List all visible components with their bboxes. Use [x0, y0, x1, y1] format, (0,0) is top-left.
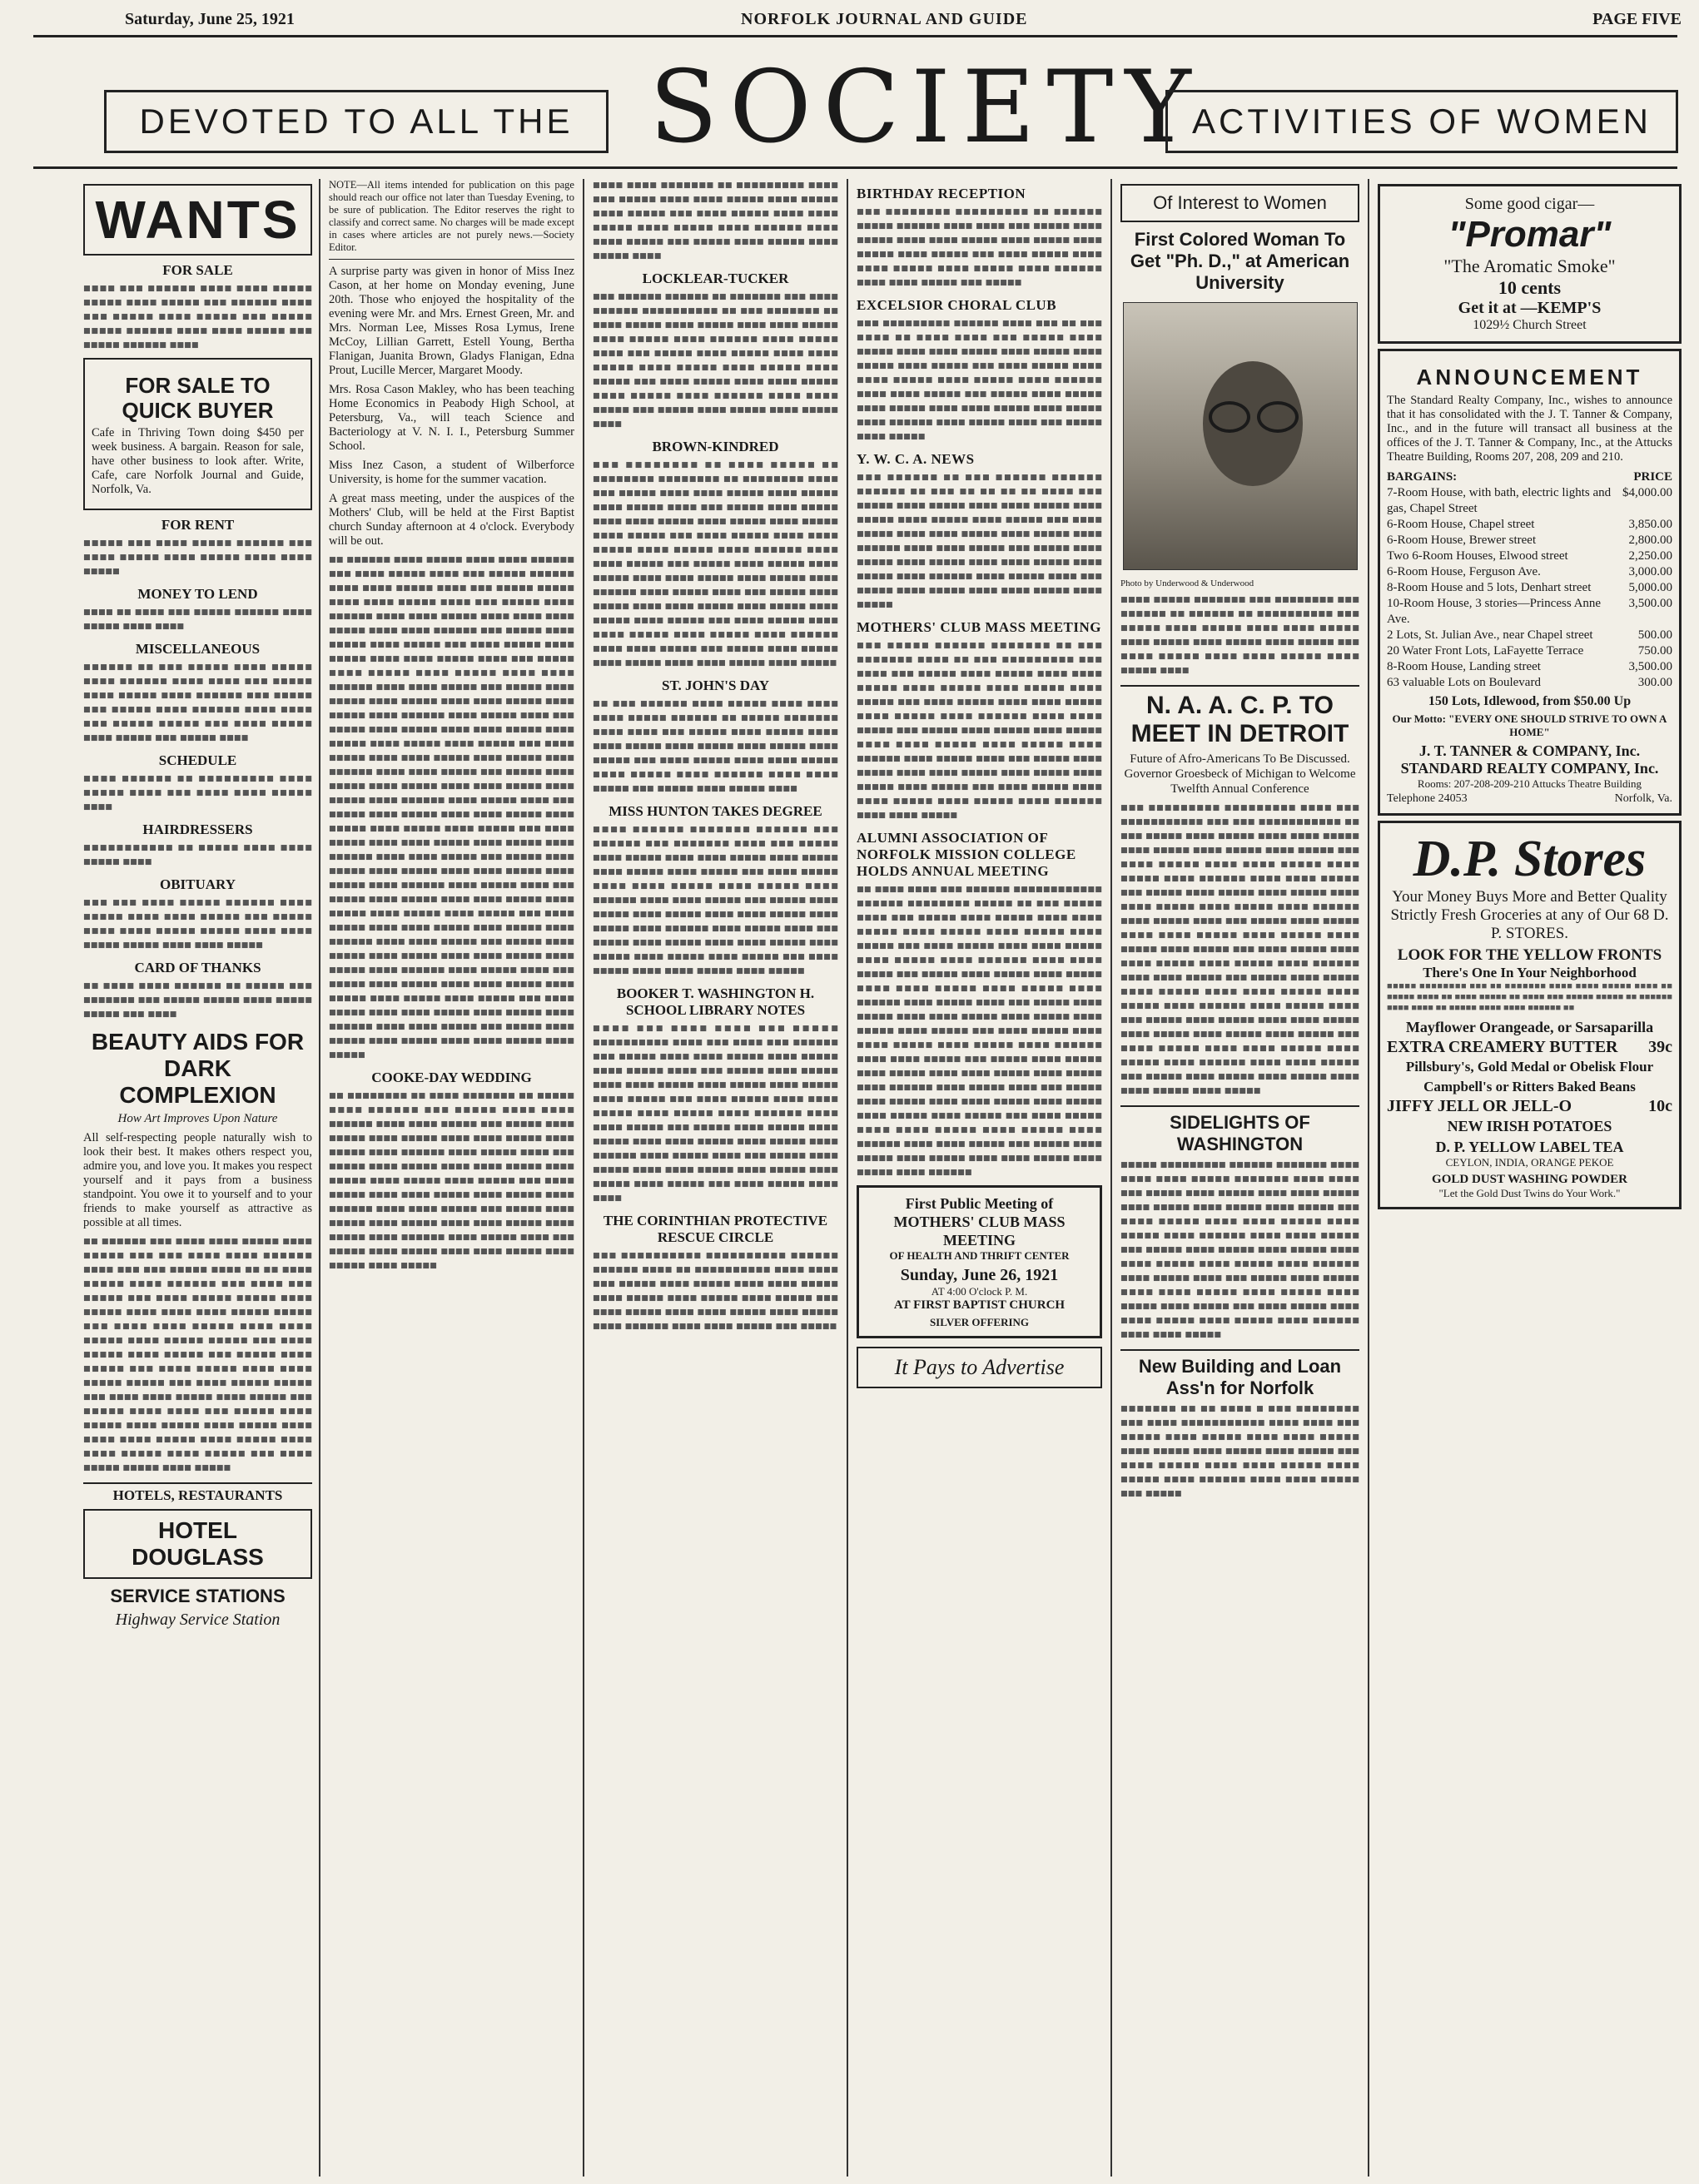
mass-meeting-date: Sunday, June 26, 1921	[900, 1266, 1059, 1284]
right-banner: ACTIVITIES OF WOMEN	[1165, 90, 1678, 153]
house-price: 3,850.00	[1628, 518, 1672, 531]
cigar-address: 1029½ Church Street	[1473, 318, 1587, 332]
phd-headline: First Colored Woman To Get "Ph. D.," at American University	[1130, 229, 1350, 293]
mass-meeting-title: First Public Meeting of MOTHERS' CLUB MASS MEETING	[893, 1195, 1066, 1248]
st-johns-heading: ST. JOHN'S DAY	[662, 678, 769, 693]
house-price: 500.00	[1637, 628, 1672, 642]
sidelights-headline: SIDELIGHTS OF WASHINGTON	[1120, 1105, 1359, 1155]
house-description: 2 Lots, St. Julian Ave., near Chapel street	[1387, 628, 1593, 642]
dp-near: There's One In Your Neighborhood	[1423, 965, 1637, 980]
house-price: 3,500.00	[1628, 597, 1672, 610]
company-rooms: Rooms: 207-208-209-210 Attucks Theatre Building	[1417, 777, 1642, 790]
hunton-heading: MISS HUNTON TAKES DEGREE	[609, 803, 822, 819]
house-description: 6-Room House, Brewer street	[1387, 534, 1537, 547]
article-body: ■■■ ■■■■■■ ■■■■■■ ■■ ■■■■■■■ ■■■ ■■■■ ■■■■■■ ■■■■■■■■■■ ■■ ■■■ ■■■■■■■ ■■ ■■■■ ■■■■■ ■■■■ ■■■■■ ■■■■ ■■■■ ■■■■■ ■■■■ ■■■■■ ■■■■ ■■■■■■ ■■■■ ■■■■■ ■■■■ ■■■ ■■■■■ ■■■■ ■■■■■ ■■■■ ■■■■ ■■■■■ ■■■■ ■■■■■ ■■■■ ■■■■■ ■■■■ ■■■■■ ■■■ ■■■■ ■■■■■ ■■■■ ■■■■ ■■■■■ ■■■■ ■■■■■ ■■■■ ■■■■■■ ■■■■ ■■■■ ■■■■■ ■■■ ■■■■■ ■■■■ ■■■■■ ■■■■ ■■■■■ ■■■■	[593, 290, 838, 431]
house-price: 750.00	[1637, 644, 1672, 658]
house-listing	[1387, 485, 1672, 517]
classified-block: ■■■■ ■■ ■■■■ ■■■ ■■■■■ ■■■■■■ ■■■■ ■■■■■ ■■■■ ■■■■	[83, 606, 312, 633]
mothers-club-heading: MOTHERS' CLUB MASS MEETING	[857, 619, 1102, 635]
ywca-heading: Y. W. C. A. NEWS	[857, 451, 975, 467]
quick-buyer-heading: FOR SALE TO QUICK BUYER	[122, 373, 274, 423]
gold-dust-slogan: "Let the Gold Dust Twins do Your Work."	[1438, 1187, 1621, 1199]
column-rule	[583, 179, 584, 2177]
house-listing	[1387, 533, 1672, 548]
hotels-heading: HOTELS, RESTAURANTS	[83, 1482, 312, 1504]
house-price: 2,250.00	[1628, 549, 1672, 563]
society-column-2	[329, 179, 574, 2177]
locklear-tucker-heading: LOCKLEAR-TUCKER	[642, 271, 789, 286]
society-column-3	[593, 179, 838, 2177]
classified-block: ■■■■ ■■■■■■ ■■ ■■■■■■■■■ ■■■■ ■■■■■ ■■■■ ■■■ ■■■■ ■■■■ ■■■■■ ■■■■	[83, 772, 312, 814]
quick-buyer-ad	[83, 358, 312, 510]
bargains-header	[1387, 469, 1672, 485]
obituary-heading: OBITUARY	[159, 876, 236, 892]
mass-meeting-text: A great mass meeting, under the auspices of the Mothers' Club, will be held at the First Baptist church Sunday afternoon at 4 o'clock. Everybody will be out.	[329, 492, 574, 548]
mayflower-item: Mayflower Orangeade, or Sarsaparilla	[1405, 1019, 1654, 1035]
brown-kindred-heading: BROWN-KINDRED	[652, 439, 779, 454]
society-column-4	[857, 179, 1102, 2177]
house-description: 20 Water Front Lots, LaFayette Terrace	[1387, 644, 1584, 658]
company-city: Norfolk, Va.	[1614, 792, 1672, 805]
gold-dust-item: GOLD DUST WASHING POWDER	[1432, 1173, 1627, 1186]
house-price: 3,000.00	[1628, 565, 1672, 578]
glasses-icon	[1257, 401, 1299, 433]
glasses-icon	[1209, 401, 1250, 433]
top-line	[125, 5, 1682, 32]
house-listing	[1387, 643, 1672, 659]
house-description: 6-Room House, Chapel street	[1387, 518, 1535, 531]
photo-credit: Photo by Underwood & Underwood	[1120, 578, 1254, 588]
hairdressers-heading: HAIRDRESSERS	[142, 821, 253, 837]
dp-slogan: Your Money Buys More and Better Quality Strictly Fresh Groceries at any of Our 68 D. P. STORES.	[1390, 888, 1669, 942]
article-body: ■■■ ■■■■■■■■■ ■■■■■■■■■ ■■■■ ■■■ ■■■■■■■■■■■ ■■■ ■■■ ■■■■■■■■■■■ ■■ ■■■ ■■■■■ ■■■■ ■■■■■ ■■■■ ■■■■ ■■■■■ ■■■■ ■■■■■ ■■■■ ■■■■■ ■■■■ ■■■■■ ■■■ ■■■■ ■■■■■ ■■■■ ■■■■ ■■■■■ ■■■■ ■■■■■ ■■■■ ■■■■■■ ■■■■ ■■■■ ■■■■■ ■■■ ■■■■■ ■■■■ ■■■■■ ■■■■ ■■■■■ ■■■■ ■■■■ ■■■■■ ■■■■ ■■■■■ ■■■■ ■■■■■■ ■■■■ ■■■■■ ■■■■ ■■■ ■■■■■ ■■■■ ■■■■■ ■■■■ ■■■■ ■■■■■ ■■■■ ■■■■■ ■■■■ ■■■■■ ■■■■ ■■■■■ ■■■ ■■■■ ■■■■■ ■■■■ ■■■■ ■■■■■ ■■■■ ■■■■■ ■■■■ ■■■■■■ ■■■■ ■■■■ ■■■■■ ■■■ ■■■■■ ■■■■ ■■■■■ ■■■■ ■■■■■ ■■■■ ■■■■ ■■■■■ ■■■■ ■■■■■ ■■■■ ■■■■■■ ■■■■ ■■■■■ ■■■■ ■■■ ■■■■■ ■■■■ ■■■■■ ■■■■ ■■■■ ■■■■■ ■■■■ ■■■■■ ■■■■ ■■■■■ ■■■■ ■■■■■ ■■■ ■■■■ ■■■■■ ■■■■ ■■■■ ■■■■■ ■■■■ ■■■■■ ■■■■ ■■■■■■ ■■■■ ■■■■ ■■■■■ ■■■ ■■■■■ ■■■■ ■■■■■ ■■■■ ■■■■■ ■■■■ ■■■■ ■■■■■ ■■■■ ■■■■■	[1120, 802, 1359, 1098]
article-body: ■■■ ■■■■■■■■ ■■ ■■■■ ■■■■■ ■■ ■■■■■■■■ ■■■■■■■■ ■■ ■■■■■■■■ ■■■■ ■■■ ■■■■■ ■■■■ ■■■■ ■■■■■ ■■■■ ■■■■■ ■■■■ ■■■■■ ■■■■ ■■■ ■■■■■ ■■■■ ■■■■■ ■■■■ ■■■■ ■■■■■ ■■■■ ■■■■■ ■■■■ ■■■■■ ■■■■ ■■■■■ ■■■ ■■■■ ■■■■■ ■■■■ ■■■■ ■■■■■ ■■■■ ■■■■■ ■■■■ ■■■■■■ ■■■■ ■■■■ ■■■■■ ■■■ ■■■■■ ■■■■ ■■■■■ ■■■■ ■■■■■ ■■■■ ■■■■ ■■■■■ ■■■■ ■■■■■ ■■■■ ■■■■■■ ■■■■ ■■■■■ ■■■■ ■■■ ■■■■■ ■■■■ ■■■■■ ■■■■ ■■■■ ■■■■■ ■■■■ ■■■■■ ■■■■ ■■■■■ ■■■■ ■■■■■ ■■■ ■■■■ ■■■■■ ■■■■ ■■■■ ■■■■■ ■■■■ ■■■■■ ■■■■ ■■■■■■ ■■■■ ■■■■ ■■■■■ ■■■ ■■■■■ ■■■■ ■■■■■ ■■■■ ■■■■■ ■■■■ ■■■■ ■■■■■ ■■■■ ■■■■■	[593, 459, 838, 670]
cooke-day-heading: COOKE-DAY WEDDING	[371, 1070, 532, 1085]
page-number: PAGE FIVE	[1592, 10, 1682, 28]
house-price: 300.00	[1637, 676, 1672, 689]
service-stations-heading: SERVICE STATIONS	[110, 1586, 286, 1606]
announcement-text: The Standard Realty Company, Inc., wishes to announce that it has consolidated with the J. T. Tanner & Company, Inc., and in the future will transact all business at the offices of the J. T. Tanner & Company, Inc., at the Attucks Theatre Building, Rooms 207, 208, 209 and 210.	[1387, 394, 1672, 464]
wants-column	[83, 179, 312, 2177]
masthead-rule	[33, 166, 1677, 169]
announcement-heading: ANNOUNCEMENT	[1416, 365, 1643, 390]
library-notes-heading: BOOKER T. WASHINGTON H. SCHOOL LIBRARY NOTES	[616, 985, 815, 1018]
building-loan-headline: New Building and Loan Ass'n for Norfolk	[1120, 1349, 1359, 1399]
article-body: ■■ ■■■■ ■■■■ ■■■ ■■■■■■ ■■■■■■■■■■■■ ■■■■■■ ■■■■■■■■ ■■■■■ ■■ ■■■ ■■■■■ ■■■■ ■■■ ■■■■■ ■■■■ ■■■■■ ■■■■ ■■■■ ■■■■■ ■■■■ ■■■■■ ■■■■ ■■■■■ ■■■■ ■■■■■ ■■■ ■■■■ ■■■■■ ■■■■ ■■■■ ■■■■■ ■■■■ ■■■■■ ■■■■ ■■■■■■ ■■■■ ■■■■ ■■■■■ ■■■ ■■■■■ ■■■■ ■■■■■ ■■■■ ■■■■■ ■■■■ ■■■■ ■■■■■ ■■■■ ■■■■■ ■■■■ ■■■■■■ ■■■■ ■■■■■ ■■■■ ■■■ ■■■■■ ■■■■ ■■■■■ ■■■■ ■■■■ ■■■■■ ■■■■ ■■■■■ ■■■■ ■■■■■ ■■■■ ■■■■■ ■■■ ■■■■ ■■■■■ ■■■■ ■■■■ ■■■■■ ■■■■ ■■■■■ ■■■■ ■■■■■■ ■■■■ ■■■■ ■■■■■ ■■■ ■■■■■ ■■■■ ■■■■■ ■■■■ ■■■■■ ■■■■ ■■■■ ■■■■■ ■■■■ ■■■■■ ■■■■ ■■■■■■ ■■■■ ■■■■■ ■■■■ ■■■ ■■■■■ ■■■■ ■■■■■ ■■■■ ■■■■ ■■■■■ ■■■■ ■■■■■ ■■■■ ■■■■■ ■■■■ ■■■■■ ■■■ ■■■■ ■■■■■ ■■■■ ■■■■ ■■■■■ ■■■■ ■■■■■ ■■■■ ■■■■■■ ■■■■ ■■■■ ■■■■■ ■■■ ■■■■■ ■■■■ ■■■■■ ■■■■ ■■■■■ ■■■■ ■■■■ ■■■■■ ■■■■ ■■■■■ ■■■■ ■■■■■■	[857, 883, 1102, 1179]
article-body: ■■ ■■■■■■ ■■■ ■■■■ ■■■■ ■■■■■ ■■■■ ■■■■■ ■■■ ■■■ ■■■■ ■■■■ ■■■■■■ ■■■■ ■■■ ■■■ ■■■■■ ■■■■ ■■ ■■ ■■■■ ■■■■■ ■■■■ ■■■■■■ ■■■ ■■■■ ■■■ ■■■■■ ■■■ ■■■■ ■■■■■ ■■■■■ ■■■■ ■■■■■ ■■■■ ■■■■ ■■■■ ■■■■■ ■■■■■ ■■■ ■■■■ ■■■■ ■■■■■ ■■■■ ■■■■ ■■■■■ ■■■■ ■■■■■ ■■■■■ ■■■ ■■■■ ■■■■■ ■■■■ ■■■■■ ■■■ ■■■■■ ■■■■ ■■■■■ ■■■ ■■■■ ■■■■■ ■■■■ ■■■■ ■■■■■ ■■■■■ ■■■ ■■■■ ■■■■■ ■■■■■ ■■■ ■■■■ ■■■■ ■■■■■ ■■■■ ■■■■■ ■■■ ■■■■■ ■■■■ ■■■■ ■■■ ■■■■■ ■■■■ ■■■■■ ■■■■ ■■■■■ ■■■■ ■■■■■ ■■■■ ■■■■ ■■■■ ■■■■■ ■■■■ ■■■■■ ■■■■ ■■■■ ■■■■■ ■■■■ ■■■■■ ■■■ ■■■■ ■■■■■ ■■■■■ ■■■■ ■■■■■	[83, 1235, 312, 1475]
houses-list	[1387, 485, 1672, 691]
article-body: ■■■■ ■■■■■ ■■■■■■■ ■■■ ■■■■■■■■ ■■■ ■■■■■■ ■■ ■■■■■■ ■■ ■■■■■■■■■■ ■■■ ■■■■■ ■■■■ ■■■■■ ■■■■ ■■■■ ■■■■■ ■■■■ ■■■■■ ■■■■ ■■■■■ ■■■■ ■■■■■ ■■■ ■■■■ ■■■■■ ■■■■ ■■■■ ■■■■■ ■■■■ ■■■■■ ■■■■	[1120, 593, 1359, 678]
article-body: ■■ ■■■■■■■■ ■■ ■■■■ ■■■■■■■ ■■ ■■■■■ ■■■■ ■■■■■■ ■■■ ■■■■■ ■■■■ ■■■■ ■■■■■■ ■■■■ ■■■■ ■■■■■ ■■■ ■■■■■ ■■■■ ■■■■■ ■■■■ ■■■■■ ■■■■ ■■■■ ■■■■■ ■■■■ ■■■■■ ■■■■ ■■■■■■ ■■■■ ■■■■■ ■■■■ ■■■ ■■■■■ ■■■■ ■■■■■ ■■■■ ■■■■ ■■■■■ ■■■■ ■■■■■ ■■■■ ■■■■■ ■■■■ ■■■■■ ■■■ ■■■■ ■■■■■ ■■■■ ■■■■ ■■■■■ ■■■■ ■■■■■ ■■■■ ■■■■■■ ■■■■ ■■■■ ■■■■■ ■■■ ■■■■■ ■■■■ ■■■■■ ■■■■ ■■■■■ ■■■■ ■■■■ ■■■■■ ■■■■ ■■■■■ ■■■■ ■■■■■■ ■■■■ ■■■■■ ■■■■ ■■■ ■■■■■ ■■■■ ■■■■■ ■■■■ ■■■■ ■■■■■ ■■■■ ■■■■■ ■■■■ ■■■■■	[329, 1090, 574, 1273]
article-body: ■■■■ ■■■ ■■■■ ■■■■ ■■■ ■■■■■ ■■■■■■■■■■ ■■■■ ■■■ ■■■■ ■■■ ■■■■■■ ■■■ ■■■■■ ■■■■ ■■■■ ■■■■■ ■■■■ ■■■■■ ■■■■ ■■■■■ ■■■■ ■■■ ■■■■■ ■■■■ ■■■■■ ■■■■ ■■■■ ■■■■■ ■■■■ ■■■■■ ■■■■ ■■■■■ ■■■■ ■■■■■ ■■■ ■■■■ ■■■■■ ■■■■ ■■■■ ■■■■■ ■■■■ ■■■■■ ■■■■ ■■■■■■ ■■■■ ■■■■ ■■■■■ ■■■ ■■■■■ ■■■■ ■■■■■ ■■■■ ■■■■■ ■■■■ ■■■■ ■■■■■ ■■■■ ■■■■■ ■■■■ ■■■■■■ ■■■■ ■■■■■ ■■■■ ■■■ ■■■■■ ■■■■ ■■■■■ ■■■■ ■■■■ ■■■■■ ■■■■ ■■■■■ ■■■■ ■■■■■ ■■■■ ■■■■■ ■■■ ■■■■ ■■■■■ ■■■■ ■■■■	[593, 1022, 838, 1205]
house-listing	[1387, 596, 1672, 628]
house-description: 8-Room House and 5 lots, Denhart street	[1387, 581, 1592, 594]
butter-price: 39c	[1648, 1038, 1672, 1056]
house-listing	[1387, 628, 1672, 643]
mass-meeting-place: AT FIRST BAPTIST CHURCH	[893, 1298, 1066, 1312]
butter-row	[1387, 1040, 1672, 1055]
classified-block: ■■■■■ ■■■ ■■■■ ■■■■■ ■■■■■■ ■■■ ■■■■ ■■■■■ ■■■■ ■■■■■ ■■■■ ■■■■ ■■■■■	[83, 537, 312, 578]
paper-name: NORFOLK JOURNAL AND GUIDE	[741, 10, 1028, 28]
cigar-top: Some good cigar—	[1464, 195, 1595, 213]
alumni-heading: ALUMNI ASSOCIATION OF NORFOLK MISSION COLLEGE HOLDS ANNUAL MEETING	[857, 830, 1076, 879]
price-list: ■■■■■ ■■■■■■■■ ■■■ ■■ ■■■■■■■ ■■■■ ■■■■ ■■■■■ ■■■■ ■■ ■■■■■ ■■■■ ■■ ■■■■ ■■■■■ ■■ ■■■■ ■■■ ■■■■■ ■■■■■ ■■ ■■■■■■ ■■■■ ■■■■ ■■ ■■■■■ ■■■■ ■■■■ ■■■■■■ ■■	[1387, 981, 1672, 1013]
beauty-heading: BEAUTY AIDS FOR DARK COMPLEXION	[91, 1029, 305, 1108]
column-rule	[1368, 179, 1369, 2177]
house-price: 3,500.00	[1628, 660, 1672, 673]
article-body: ■■■ ■■■■■■■■■■ ■■■■■■■■■■ ■■■■■■ ■■■■■■ ■■■■ ■■ ■■■■■■■■■■ ■■■■ ■■■■ ■■■ ■■■■■ ■■■■ ■■■■■ ■■■■ ■■■■ ■■■■■ ■■■■ ■■■■■ ■■■■ ■■■■■ ■■■■ ■■■■■ ■■■ ■■■■ ■■■■■ ■■■■ ■■■■ ■■■■■ ■■■■ ■■■■■ ■■■■ ■■■■■■ ■■■■ ■■■■ ■■■■■ ■■■ ■■■■■	[593, 1249, 838, 1333]
cigar-name: "Promar"	[1448, 214, 1612, 255]
schedule-heading: SCHEDULE	[158, 752, 237, 768]
cigar-ad	[1378, 184, 1682, 344]
column-rule	[1110, 179, 1112, 2177]
classified-block: ■■■■■■■■■■■ ■■ ■■■■■ ■■■■ ■■■■ ■■■■■ ■■■■	[83, 841, 312, 869]
society-column-5	[1120, 179, 1359, 2177]
house-listing	[1387, 548, 1672, 564]
company-1: J. T. TANNER & COMPANY, Inc.	[1418, 742, 1641, 759]
bargains-label: BARGAINS:	[1387, 470, 1458, 484]
potatoes-item: NEW IRISH POTATOES	[1447, 1118, 1612, 1134]
beauty-text: All self-respecting people naturally wish to look their best. It makes others respect you, admire you, and love you. It makes you respect yourself and it pays from a business standpoint. You owe it to yourself and to your friends to make yourself as attractive as possible at all times.	[83, 1131, 312, 1229]
wants-title: WANTS	[83, 184, 312, 256]
classified-block: ■■■■■■ ■■ ■■■ ■■■■■ ■■■■ ■■■■■ ■■■■ ■■■■■■ ■■■■ ■■■■ ■■■ ■■■■■ ■■■■ ■■■■■ ■■■■ ■■■■■■ ■■■ ■■■■■ ■■■ ■■■■■ ■■■■ ■■■■■■ ■■■■ ■■■■ ■■■ ■■■■■ ■■■■■ ■■■ ■■■■ ■■■■■ ■■■■ ■■■■■ ■■■ ■■■■■ ■■■■	[83, 661, 312, 745]
house-listing	[1387, 517, 1672, 533]
page-title: SOCIETY	[649, 50, 1203, 166]
classified-block: ■■■■ ■■■ ■■■■■■ ■■■■ ■■■■ ■■■■■ ■■■■■ ■■■■ ■■■■■ ■■■ ■■■■■■ ■■■■ ■■■ ■■■■■ ■■■■ ■■■■■ ■■■ ■■■■■ ■■■■■ ■■■■■■ ■■■■ ■■■■ ■■■■■ ■■■ ■■■■■ ■■■■■■ ■■■■	[83, 282, 312, 352]
company-2: STANDARD REALTY COMPANY, Inc.	[1400, 760, 1659, 777]
cigar-where: Get it at —KEMP'S	[1458, 299, 1602, 317]
for-sale-heading: FOR SALE	[162, 262, 233, 278]
company-contact	[1387, 791, 1672, 807]
for-rent-heading: FOR RENT	[161, 517, 235, 533]
classified-block: ■■■ ■■■ ■■■■ ■■■■■ ■■■■■■ ■■■■ ■■■■■ ■■■■ ■■■■ ■■■■■ ■■■ ■■■■■ ■■■■ ■■■■ ■■■■■ ■■■■■ ■■■■ ■■■■ ■■■■■ ■■■■■ ■■■■ ■■■■ ■■■■■	[83, 896, 312, 952]
house-description: 63 valuable Lots on Boulevard	[1387, 676, 1541, 689]
article-body: ■■■ ■■■■■■ ■■ ■■■ ■■■■■■ ■■■■■■ ■■■■■■ ■■ ■■■ ■■ ■■ ■■ ■■ ■■■■ ■■■ ■■■■■ ■■■■ ■■■■■ ■■■■ ■■■■ ■■■■■ ■■■■ ■■■■■ ■■■■ ■■■■■ ■■■■ ■■■■■ ■■■ ■■■■ ■■■■■ ■■■■ ■■■■ ■■■■■ ■■■■ ■■■■■ ■■■■ ■■■■■■ ■■■■ ■■■■ ■■■■■ ■■■ ■■■■■ ■■■■ ■■■■■ ■■■■ ■■■■■ ■■■■ ■■■■ ■■■■■ ■■■■ ■■■■■ ■■■■ ■■■■■■ ■■■■ ■■■■■ ■■■■ ■■■ ■■■■■ ■■■■ ■■■■■ ■■■■ ■■■■ ■■■■■ ■■■■ ■■■■■	[857, 471, 1102, 612]
company-phone: Telephone 24053	[1387, 792, 1468, 805]
article-body: ■■■■ ■■■■■■ ■■■■■■■ ■■■■■■ ■■■ ■■■■■■ ■■■ ■■■■■■■ ■■■■ ■■■ ■■■■■ ■■■■ ■■■■■ ■■■■ ■■■■ ■■■■■ ■■■■ ■■■■■ ■■■■ ■■■■■ ■■■■ ■■■■■ ■■■ ■■■■ ■■■■■ ■■■■ ■■■■ ■■■■■ ■■■■ ■■■■■ ■■■■ ■■■■■■ ■■■■ ■■■■ ■■■■■ ■■■ ■■■■■ ■■■■ ■■■■■ ■■■■ ■■■■■ ■■■■ ■■■■ ■■■■■ ■■■■ ■■■■■ ■■■■ ■■■■■■ ■■■■ ■■■■■ ■■■■ ■■■ ■■■■■ ■■■■ ■■■■■ ■■■■ ■■■■ ■■■■■ ■■■■ ■■■■■ ■■■■ ■■■■■ ■■■■ ■■■■■ ■■■ ■■■■ ■■■■■ ■■■■ ■■■■ ■■■■■ ■■■■ ■■■■■	[593, 823, 838, 978]
article-body: ■■■■■■■ ■■ ■■ ■■■■ ■ ■■■ ■■■■■■■■ ■■■ ■■■■ ■■■■■■■■■■■ ■■■■ ■■■■ ■■■ ■■■■■ ■■■■ ■■■■■ ■■■■ ■■■■ ■■■■■ ■■■■ ■■■■■ ■■■■ ■■■■■ ■■■■ ■■■■■ ■■■ ■■■■ ■■■■■ ■■■■ ■■■■ ■■■■■ ■■■■ ■■■■■ ■■■■ ■■■■■■ ■■■■ ■■■■ ■■■■■ ■■■ ■■■■■	[1120, 1402, 1359, 1501]
interest-to-women-banner: Of Interest to Women	[1120, 184, 1359, 222]
motto: Our Motto: "EVERY ONE SHOULD STRIVE TO OWN A HOME"	[1392, 712, 1667, 738]
mass-meeting-sub: OF HEALTH AND THRIFT CENTER	[889, 1249, 1070, 1262]
mass-meeting-offering: SILVER OFFERING	[929, 1316, 1030, 1328]
house-description: 6-Room House, Ferguson Ave.	[1387, 565, 1541, 578]
article-body: ■■■■■ ■■■■■■■■■ ■■■■■■ ■■■■■■■ ■■■■ ■■■■ ■■■■ ■■■■■ ■■■■■■■ ■■■■ ■■■■ ■■■ ■■■■■ ■■■■ ■■■■■ ■■■■ ■■■■ ■■■■■ ■■■■ ■■■■■ ■■■■ ■■■■■ ■■■■ ■■■■■ ■■■ ■■■■ ■■■■■ ■■■■ ■■■■ ■■■■■ ■■■■ ■■■■■ ■■■■ ■■■■■■ ■■■■ ■■■■ ■■■■■ ■■■ ■■■■■ ■■■■ ■■■■■ ■■■■ ■■■■■ ■■■■ ■■■■ ■■■■■ ■■■■ ■■■■■ ■■■■ ■■■■■■ ■■■■ ■■■■■ ■■■■ ■■■ ■■■■■ ■■■■ ■■■■■ ■■■■ ■■■■ ■■■■■ ■■■■ ■■■■■ ■■■■ ■■■■■ ■■■■ ■■■■■ ■■■ ■■■■ ■■■■■ ■■■■ ■■■■ ■■■■■ ■■■■ ■■■■■ ■■■■ ■■■■■■ ■■■■ ■■■■ ■■■■■	[1120, 1159, 1359, 1342]
house-description: 10-Room House, 3 stories—Princess Anne Ave.	[1387, 597, 1602, 626]
house-description: 7-Room House, with bath, electric lights and gas, Chapel Street	[1387, 486, 1612, 515]
article-body: ■■■ ■■■■■ ■■■■■■ ■■■■■■■ ■■ ■■■ ■■■■■■■ ■■■■ ■■ ■■■ ■■■■■■■■■ ■■■ ■■■■ ■■■ ■■■■■ ■■■■ ■■■■■ ■■■■ ■■■■ ■■■■■ ■■■■ ■■■■■ ■■■■ ■■■■■ ■■■■ ■■■■■ ■■■ ■■■■ ■■■■■ ■■■■ ■■■■ ■■■■■ ■■■■ ■■■■■ ■■■■ ■■■■■■ ■■■■ ■■■■ ■■■■■ ■■■ ■■■■■ ■■■■ ■■■■■ ■■■■ ■■■■■ ■■■■ ■■■■ ■■■■■ ■■■■ ■■■■■ ■■■■ ■■■■■■ ■■■■ ■■■■■ ■■■■ ■■■ ■■■■■ ■■■■ ■■■■■ ■■■■ ■■■■ ■■■■■ ■■■■ ■■■■■ ■■■■ ■■■■■ ■■■■ ■■■■■ ■■■ ■■■■ ■■■■■ ■■■■ ■■■■ ■■■■■ ■■■■ ■■■■■ ■■■■ ■■■■■■ ■■■■ ■■■■ ■■■■■	[857, 639, 1102, 822]
house-description: Two 6-Room Houses, Elwood street	[1387, 549, 1568, 563]
jell-row	[1387, 1099, 1672, 1114]
portrait-photo	[1123, 302, 1358, 570]
birthday-heading: BIRTHDAY RECEPTION	[857, 186, 1026, 201]
house-price: 5,000.00	[1628, 581, 1672, 594]
top-rule	[33, 35, 1677, 37]
makley-text: Mrs. Rosa Cason Makley, who has been teaching Home Economics in Peabody High School, at Petersburg, Va., will teach Science and Bacteriology at V. N. I. I., Petersburg Summer School.	[329, 383, 574, 453]
article-body: ■■■ ■■■■■■■■■ ■■■■■■ ■■■■ ■■■ ■■ ■■■ ■■■■ ■■ ■■■■ ■■■■ ■■■ ■■■■■ ■■■■ ■■■■■ ■■■■ ■■■■ ■■■■■ ■■■■ ■■■■■ ■■■■ ■■■■■ ■■■■ ■■■■■ ■■■ ■■■■ ■■■■■ ■■■■ ■■■■ ■■■■■ ■■■■ ■■■■■ ■■■■ ■■■■■■ ■■■■ ■■■■ ■■■■■ ■■■ ■■■■■ ■■■■ ■■■■■ ■■■■ ■■■■■ ■■■■ ■■■■ ■■■■■ ■■■■ ■■■■■ ■■■■ ■■■■■■ ■■■■ ■■■■■ ■■■■ ■■■ ■■■■■ ■■■■ ■■■■■	[857, 317, 1102, 444]
jell-price: 10c	[1648, 1097, 1672, 1115]
article-body: ■■■ ■■■■■■■■ ■■■■■■■■■ ■■ ■■■■■■ ■■■■■ ■■■■■■ ■■■■ ■■■■ ■■■ ■■■■■ ■■■■ ■■■■■ ■■■■ ■■■■ ■■■■■ ■■■■ ■■■■■ ■■■■ ■■■■■ ■■■■ ■■■■■ ■■■ ■■■■ ■■■■■ ■■■■ ■■■■ ■■■■■ ■■■■ ■■■■■ ■■■■ ■■■■■■ ■■■■ ■■■■ ■■■■■ ■■■ ■■■■■	[857, 206, 1102, 290]
hotel-douglass-ad: HOTEL DOUGLASS	[83, 1509, 312, 1579]
editor-note: NOTE—All items intended for publication on this page should reach our office not later than Tuesday Evening, to be sure of publication. The Editor reserves the right to classify and correct same. No charges will be made except in cases where articles are not purely news.—Society Editor.	[329, 179, 574, 260]
service-station-ad: Highway Service Station	[115, 1611, 281, 1629]
tea-item: D. P. YELLOW LABEL TEA	[1435, 1139, 1624, 1155]
cigar-price: 10 cents	[1498, 277, 1562, 298]
advertise-ad: It Pays to Advertise	[857, 1347, 1102, 1388]
article-body: ■■■■ ■■■■ ■■■■■■■ ■■ ■■■■■■■■■ ■■■■ ■■■ ■■■■■ ■■■■ ■■■■ ■■■■■ ■■■■ ■■■■■ ■■■■ ■■■■■ ■■■ ■■■■ ■■■■■ ■■■■ ■■■■ ■■■■■ ■■■■ ■■■■■ ■■■■ ■■■■■■ ■■■■ ■■■■ ■■■■■ ■■■ ■■■■■ ■■■■ ■■■■■ ■■■■ ■■■■■ ■■■■	[593, 179, 838, 263]
house-listing	[1387, 564, 1672, 580]
beans-item: Campbell's or Ritters Baked Beans	[1423, 1079, 1636, 1094]
idlewood-lots: 150 Lots, Idlewood, from $50.00 Up	[1428, 694, 1632, 708]
flour-item: Pillsbury's, Gold Medal or Obelisk Flour	[1405, 1059, 1654, 1075]
house-listing	[1387, 659, 1672, 675]
article-body: ■■ ■■■ ■■■■■■ ■■■■ ■■■■■ ■■■■ ■■■■ ■■■■ ■■■■■ ■■■■■■ ■■ ■■■■■ ■■■■■■■ ■■■■ ■■■■ ■■■ ■■■■■ ■■■■ ■■■■■ ■■■■ ■■■■ ■■■■■ ■■■■ ■■■■■ ■■■■ ■■■■■ ■■■■ ■■■■■ ■■■ ■■■■ ■■■■■ ■■■■ ■■■■ ■■■■■ ■■■■ ■■■■■ ■■■■ ■■■■■■ ■■■■ ■■■■ ■■■■■ ■■■ ■■■■■ ■■■■ ■■■■■ ■■■■	[593, 697, 838, 796]
house-listing	[1387, 675, 1672, 691]
price-label: PRICE	[1633, 470, 1672, 484]
issue-date: Saturday, June 25, 1921	[125, 10, 295, 28]
dp-stores-title: D.P. Stores	[1413, 831, 1647, 887]
article-body: ■■ ■■■■■■ ■■■■ ■■■■■ ■■■■ ■■■■ ■■■■■■ ■■■ ■■■■ ■■■■■ ■■■■ ■■■ ■■■■■ ■■■■■■ ■■■■ ■■■■ ■■■■■ ■■■■ ■■■ ■■■■■ ■■■■■ ■■■■ ■■■■ ■■■■■ ■■■■ ■■■ ■■■■■ ■■■■ ■■■■■■ ■■■■ ■■■■ ■■■■■ ■■■■ ■■■■ ■■■■ ■■■■■ ■■■■ ■■■■ ■■■■■■ ■■■ ■■■■■ ■■■■ ■■■■■ ■■■■ ■■■■■ ■■■ ■■■■ ■■■■■ ■■■■ ■■■■■ ■■■■ ■■■■ ■■■■■ ■■■■ ■■■ ■■■■■ ■■■■ ■■■■■ ■■■■ ■■■■■ ■■■■ ■■■■ ■■■■■■ ■■■■ ■■■■ ■■■■■ ■■■ ■■■■■ ■■■■ ■■■■■ ■■■■ ■■■■■ ■■■■ ■■■■ ■■■■■ ■■■■ ■■■■■ ■■■■ ■■■■■■ ■■■■ ■■■■■ ■■■■ ■■■ ■■■■■ ■■■■ ■■■■■ ■■■■ ■■■■ ■■■■■ ■■■■ ■■■■■ ■■■■ ■■■■■ ■■■■ ■■■■■ ■■■ ■■■■ ■■■■■ ■■■■ ■■■■ ■■■■■ ■■■■ ■■■■■ ■■■■ ■■■■■■ ■■■■ ■■■■ ■■■■■ ■■■ ■■■■■ ■■■■ ■■■■■ ■■■■ ■■■■■ ■■■■ ■■■■ ■■■■■ ■■■■ ■■■■■ ■■■■ ■■■■■■ ■■■■ ■■■■■ ■■■■ ■■■ ■■■■■ ■■■■ ■■■■■ ■■■■ ■■■■ ■■■■■ ■■■■ ■■■■■ ■■■■ ■■■■■ ■■■■ ■■■■■ ■■■ ■■■■ ■■■■■ ■■■■ ■■■■ ■■■■■ ■■■■ ■■■■■ ■■■■ ■■■■■■ ■■■■ ■■■■ ■■■■■ ■■■ ■■■■■ ■■■■ ■■■■■ ■■■■ ■■■■■ ■■■■ ■■■■ ■■■■■ ■■■■ ■■■■■ ■■■■ ■■■■■■ ■■■■ ■■■■■ ■■■■ ■■■ ■■■■■ ■■■■ ■■■■■ ■■■■ ■■■■ ■■■■■ ■■■■ ■■■■■ ■■■■ ■■■■■ ■■■■ ■■■■■ ■■■ ■■■■ ■■■■■ ■■■■ ■■■■ ■■■■■ ■■■■ ■■■■■ ■■■■ ■■■■■■ ■■■■ ■■■■ ■■■■■ ■■■ ■■■■■ ■■■■ ■■■■■ ■■■■ ■■■■■ ■■■■ ■■■■ ■■■■■ ■■■■ ■■■■■ ■■■■ ■■■■■■ ■■■■ ■■■■■ ■■■■ ■■■ ■■■■■ ■■■■ ■■■■■ ■■■■ ■■■■ ■■■■■ ■■■■ ■■■■■ ■■■■ ■■■■■ ■■■■ ■■■■■ ■■■ ■■■■ ■■■■■ ■■■■ ■■■■ ■■■■■ ■■■■ ■■■■■ ■■■■ ■■■■■■ ■■■■ ■■■■ ■■■■■ ■■■ ■■■■■ ■■■■ ■■■■■ ■■■■ ■■■■■ ■■■■ ■■■■ ■■■■■ ■■■■ ■■■■■	[329, 553, 574, 1062]
mass-meeting-box	[857, 1185, 1102, 1338]
corinthian-heading: THE CORINTHIAN PROTECTIVE RESCUE CIRCLE	[603, 1213, 828, 1245]
house-price: 2,800.00	[1628, 534, 1672, 547]
announcement-ad	[1378, 349, 1682, 816]
naacp-subheadline: Future of Afro-Americans To Be Discussed. Governor Groesbeck of Michigan to Welcome Twelfth Annual Conference	[1124, 752, 1356, 796]
quick-buyer-text: Cafe in Thriving Town doing $450 per week business. A bargain. Reason for sale, have other business to look after. Write, Cafe, care Norfolk Journal and Guide, Norfolk, Va.	[92, 426, 304, 496]
surprise-party-text: A surprise party was given in honor of Miss Inez Cason, at her home on Monday evening, June 20th. Those who enjoyed the hospitality of the evening were Mr. and Mrs. Ernest Green, Mr. and Mrs. Norman Lee, Misses Rosa Lymus, Irene McCoy, Lillian Garrett, Estell Young, Bertha Flanigan, Juanita Brown, Gladys Flanigan, Edna Prout, Lucille Mercer, Margaret Moody.	[329, 265, 574, 377]
column-rule	[319, 179, 320, 2177]
money-heading: MONEY TO LEND	[137, 586, 258, 602]
tea-sub: CEYLON, INDIA, ORANGE PEKOE	[1445, 1156, 1614, 1169]
dp-look: LOOK FOR THE YELLOW FRONTS	[1397, 946, 1662, 964]
misc-heading: MISCELLANEOUS	[135, 641, 261, 657]
house-price: $4,000.00	[1622, 486, 1672, 499]
beauty-subheading: How Art Improves Upon Nature	[117, 1112, 278, 1125]
card-of-thanks-heading: CARD OF THANKS	[134, 960, 261, 975]
ads-column	[1378, 179, 1682, 2177]
excelsior-heading: EXCELSIOR CHORAL CLUB	[857, 297, 1057, 313]
dp-stores-ad	[1378, 821, 1682, 1209]
jell-item: JIFFY JELL OR JELL-O	[1387, 1097, 1572, 1115]
butter-item: EXTRA CREAMERY BUTTER	[1387, 1038, 1618, 1056]
naacp-headline: N. A. A. C. P. TO MEET IN DETROIT	[1120, 685, 1359, 748]
cason-text: Miss Inez Cason, a student of Wilberforce University, is home for the summer vacation.	[329, 459, 574, 486]
classified-block: ■■ ■■■■ ■■■■ ■■■■■■ ■■ ■■■■■ ■■■ ■■■■■■■ ■■■ ■■■■■ ■■■■■ ■■■■ ■■■■■ ■■■■■ ■■■ ■■■■	[83, 980, 312, 1021]
house-listing	[1387, 580, 1672, 596]
left-banner: DEVOTED TO ALL THE	[104, 90, 609, 153]
cigar-sub: "The Aromatic Smoke"	[1443, 256, 1616, 276]
house-description: 8-Room House, Landing street	[1387, 660, 1541, 673]
column-rule	[847, 179, 848, 2177]
mass-meeting-time: AT 4:00 O'clock P. M.	[931, 1285, 1028, 1298]
